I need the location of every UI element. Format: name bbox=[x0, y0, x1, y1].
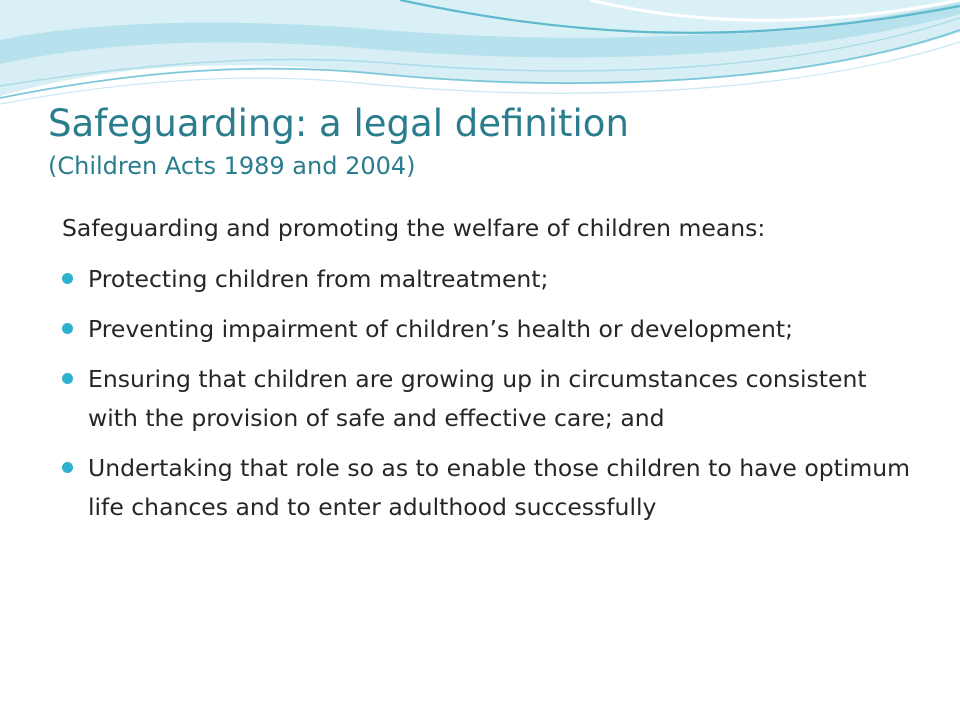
intro-text: Safeguarding and promoting the welfare of children means: bbox=[62, 214, 766, 242]
bullet-item bbox=[62, 449, 922, 527]
bullet-text: Undertaking that role so as to enable those children to have optimum life chances and to enter adulthood successfully bbox=[88, 454, 911, 521]
bullet-text: Preventing impairment of children’s health or development; bbox=[88, 315, 793, 343]
slide-content bbox=[62, 209, 922, 538]
title-block bbox=[48, 100, 928, 182]
bullet-item bbox=[62, 310, 922, 349]
slide-subtitle: (Children Acts 1989 and 2004) bbox=[48, 152, 416, 180]
bullet-text: Protecting children from maltreatment; bbox=[88, 265, 549, 293]
bullet-dot-icon bbox=[62, 273, 73, 284]
slide-title: Safeguarding: a legal definition bbox=[48, 102, 629, 145]
bullet-dot-icon bbox=[62, 373, 73, 384]
bullet-item bbox=[62, 260, 922, 299]
bullet-text: Ensuring that children are growing up in circumstances consistent with the provision of safe and effective care; and bbox=[88, 365, 867, 432]
bullet-dot-icon bbox=[62, 462, 73, 473]
bullet-dot-icon bbox=[62, 323, 73, 334]
bullet-list bbox=[62, 260, 922, 527]
bullet-item bbox=[62, 360, 922, 438]
